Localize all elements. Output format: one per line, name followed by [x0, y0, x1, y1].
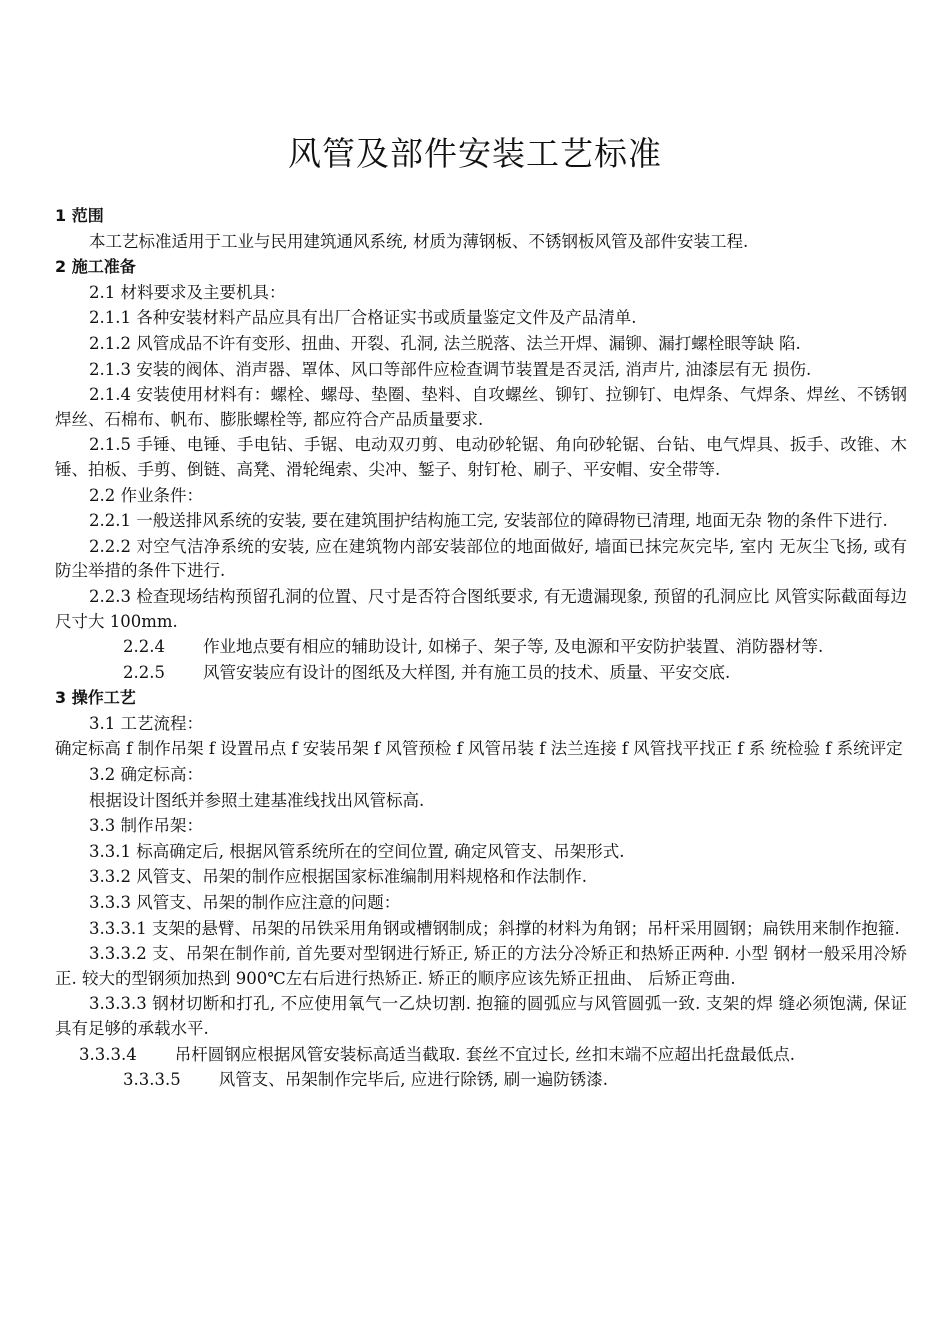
paragraph: 2.1.3 安装的阀体、消声器、罩体、风口等部件应检查调节装置是否灵活, 消声片, 油漆层有无 损伤. [89, 359, 812, 379]
paragraph: 根据设计图纸并参照土建基准线找出风管标高. [89, 790, 425, 810]
paragraph: 2.1.4 安装使用材料有：螺栓、螺母、垫圈、垫料、自攻螺丝、铆钉、拉铆钉、电焊条、气焊条、焊丝、不锈钢焊丝、石棉布、帆布、膨胀螺栓等, 都应符合产品质量要求. [55, 385, 907, 429]
paragraph: 2.2 作业条件： [89, 485, 203, 505]
clause-number: 2.2.5 [123, 662, 165, 682]
paragraph: 3.3.3.3 钢材切断和打孔, 不应使用氧气一乙炔切割. 抱箍的圆弧应与风管圆弧一致. 支架的焊 缝必须饱满, 保证具有足够的承载水平. [55, 994, 907, 1038]
section-heading: 1 范围 [55, 206, 104, 225]
paragraph [55, 635, 907, 660]
paragraph: 3.3 制作吊架： [89, 816, 203, 836]
paragraph: 3.3.3 风管支、吊架的制作应注意的问题： [89, 893, 401, 913]
paragraph: 2.1 材料要求及主要机具： [89, 282, 286, 302]
paragraph: 3.1 工艺流程： [89, 713, 203, 733]
document-body [55, 203, 907, 1094]
paragraph: 3.3.1 标高确定后, 根据风管系统所在的空间位置, 确定风管支、吊架形式. [89, 841, 625, 861]
paragraph: 本工艺标准适用于工业与民用建筑通风系统, 材质为薄钢板、不锈钢板风管及部件安装工程. [89, 231, 749, 251]
paragraph: 3.3.2 风管支、吊架的制作应根据国家标准编制用料规格和作法制作. [89, 867, 587, 887]
section-heading: 3 操作工艺 [55, 688, 136, 708]
paragraph [55, 1068, 907, 1093]
clause-number: 2.2.4 [123, 637, 165, 657]
paragraph: 2.1.5 手锤、电锤、手电钻、手锯、电动双刃剪、电动砂轮锯、角向砂轮锯、台钻、电气焊具、扳手、改锥、木锤、拍板、手剪、倒链、高凳、滑轮绳索、尖冲、錾子、射钉枪、刷子、平安帽、安全带等. [55, 435, 907, 479]
paragraph: 确定标高 f 制作吊架 f 设置吊点 f 安装吊架 f 风管预检 f 风管吊装 f 法兰连接 f 风管找平找正 f 系 统检验 f 系统评定 [55, 739, 903, 759]
paragraph: 3.3.3.2 支、吊架在制作前, 首先要对型钢进行矫正, 矫正的方法分冷矫正和热矫正两种. 小型 钢材一般采用冷矫正. 较大的型钢须加热到 900℃左右后进行热矫正. 矫正的顺序应该先矫正扭曲、 后矫正弯曲. [55, 944, 907, 988]
paragraph: 2.2.2 对空气洁净系统的安装, 应在建筑物内部安装部位的地面做好, 墙面已抹完灰完毕, 室内 无灰尘飞扬, 或有防尘举措的条件下进行. [55, 536, 907, 581]
clause-number: 3.3.3.5 [123, 1070, 181, 1090]
paragraph: 2.1.2 风管成品不许有变形、扭曲、开裂、孔洞, 法兰脱落、法兰开焊、漏铆、漏打螺栓眼等缺 陷. [89, 333, 801, 353]
paragraph: 2.2.3 检查现场结构预留孔洞的位置、尺寸是否符合图纸要求, 有无遗漏现象, 预留的孔洞应比 风管实际截面每边尺寸大 100mm. [55, 586, 907, 631]
clause-number: 3.3.3.4 [79, 1044, 137, 1064]
paragraph: 2.2.1 一般送排风系统的安装, 要在建筑围护结构施工完, 安装部位的障碍物已清理, 地面无杂 物的条件下进行. [89, 511, 888, 531]
paragraph [55, 661, 907, 686]
clause-text: 吊杆圆钢应根据风管安装标高适当截取. 套丝不宜过长, 丝扣末端不应超出托盘最低点. [174, 1044, 795, 1064]
paragraph: 3.3.3.1 支架的悬臂、吊架的吊铁采用角钢或槽钢制成；斜撑的材料为角钢；吊杆采用圆钢；扁铁用来制作抱箍. [89, 918, 900, 938]
clause-text: 作业地点要有相应的辅助设计, 如梯子、架子等, 及电源和平安防护装置、消防器材等. [202, 637, 824, 657]
paragraph [55, 1043, 907, 1068]
clause-text: 风管安装应有设计的图纸及大样图, 并有施工员的技术、质量、平安交底. [202, 662, 731, 682]
paragraph: 2.1.1 各种安装材料产品应具有出厂合格证实书或质量鉴定文件及产品清单. [89, 308, 637, 328]
document-title: 风管及部件安装工艺标准 [288, 134, 662, 173]
clause-text: 风管支、吊架制作完毕后, 应进行除锈, 刷一遍防锈漆. [218, 1070, 608, 1090]
section-heading: 2 施工准备 [55, 257, 136, 277]
paragraph: 3.2 确定标高： [89, 765, 203, 785]
